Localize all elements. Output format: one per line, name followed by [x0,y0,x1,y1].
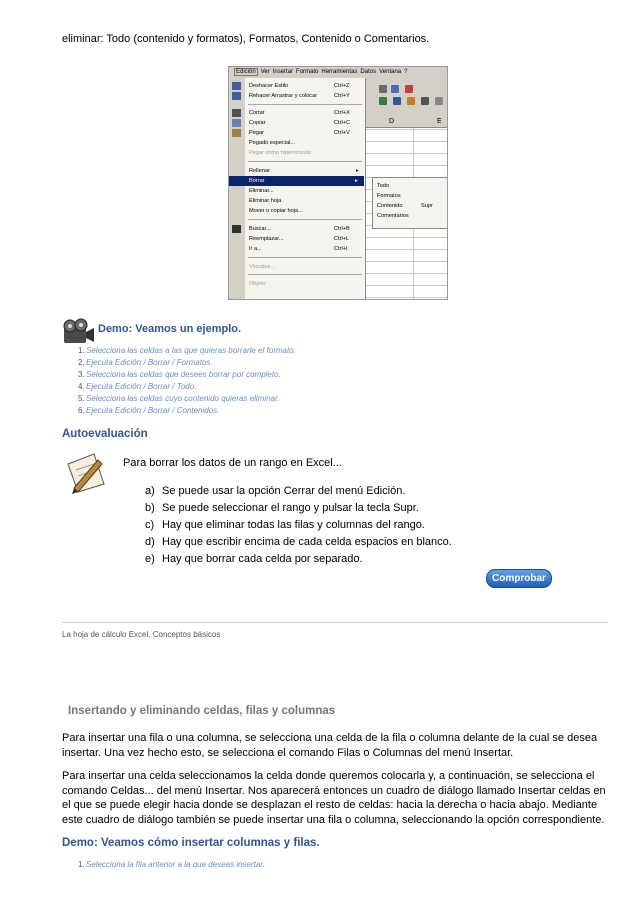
binoculars-icon [232,225,241,233]
arrow-icon [379,85,387,93]
percent-icon [421,97,429,105]
column-d: D [389,118,395,125]
menu-item-pegar[interactable]: Pegar Ctrl+V [249,130,350,136]
paragraph-1-line: insertar. Una vez hecho esto, se selecciona el comando Filas o Columnas del menú Insertar. [62,746,514,759]
copy-icon [232,119,241,127]
paste-icon [232,129,241,137]
column-e: E [437,118,442,125]
demo1-step: 5. Selecciona las celdas cuyo contenido quieras eliminar. [78,394,280,403]
submenu-item-comentarios[interactable]: Comentarios [377,213,409,219]
menu-datos: Datos [360,69,377,75]
menu-item-reemplazar[interactable]: Reemplazar... Ctrl+L [249,236,350,242]
toolbar [375,79,447,107]
question-text: Para borrar los datos de un rango en Excel... [123,457,342,469]
menu-item-ir-a[interactable]: Ir a... Ctrl+I [249,246,348,252]
intro-line: eliminar: Todo (contenido y formatos), Formatos, Contenido o Comentarios. [62,33,430,45]
euro-icon [407,97,415,105]
demo1-step: 1. Selecciona las celdas a las que quieras borrarle el formato. [78,346,296,355]
cut-icon [232,109,241,117]
menu-item-vinculos: Vínculos... [249,264,276,270]
menu-item-rellenar[interactable]: Rellenar ▸ [249,168,359,174]
demo1-step: 4. Ejecuta Edición / Borrar / Todo. [78,382,197,391]
menu-item-mover-copiar-hoja[interactable]: Mover o copiar hoja... [249,208,303,214]
menu-ventana: Ventana [379,69,402,75]
menu-item-buscar[interactable]: Buscar... Ctrl+B [249,226,350,232]
demo1-step: 6. Ejecuta Edición / Borrar / Contenidos. [78,406,220,415]
submenu-item-formatos[interactable]: Formatos [377,193,401,199]
gear-icon [393,97,401,105]
demo2-title[interactable]: Demo: Veamos cómo insertar columnas y filas. [62,837,320,849]
menu-item-deshacer[interactable]: Deshacer Estilo Ctrl+Z [249,83,350,89]
menu-edicion: Edición [236,69,256,75]
menu-herramientas: Herramientas [321,69,358,75]
menu-help: ? [404,69,408,75]
menu-formato: Formato [296,69,319,75]
redo-icon [232,92,241,100]
menu-item-pegado-especial[interactable]: Pegado especial... [249,140,296,146]
column-headers [365,117,447,128]
demo2-step: 1. Selecciona la fila anterior a la que deseas insertar. [78,860,265,869]
pen-paper-icon [64,452,108,494]
submenu-item-todo[interactable]: Todo [377,183,390,189]
paragraph-1-line: Para insertar una fila o una columna, se selecciona una celda de la fila o columna delante de la cual se desea [62,732,598,744]
chart-icon [405,85,413,93]
paragraph-2-line: este cuadro de diálogo también se puede insertar una fila o columna, seleccionando la opción correspondiente. [62,813,605,826]
menu-bar [229,67,447,78]
menu-item-cortar[interactable]: Cortar Ctrl+X [249,110,350,116]
menu-item-eliminar[interactable]: Eliminar... [249,188,274,194]
divider [62,622,608,623]
undo-icon [391,85,399,93]
menu-item-objeto: Objeto [249,281,266,287]
edit-menu [229,78,366,299]
paragraph-2-line: el que se puede elegir hacia donde se desplazan el resto de celdas: hacia la derecha o hacia abajo. Mediante [62,799,598,811]
film-camera-icon [62,318,96,346]
menu-item-pegar-hipervinculo: Pegar como hipervínculo [249,150,311,156]
comprobar-button[interactable]: Comprobar [486,569,552,588]
demo1-title[interactable]: Demo: Veamos un ejemplo. [98,323,242,335]
menu-ver: Ver [260,69,270,75]
demo1-step: 2. Ejecuta Edición / Borrar / Formatos. [78,358,213,367]
undo-icon [232,82,241,90]
menu-item-copiar[interactable]: Copiar Ctrl+C [249,120,351,126]
paragraph-2-line: comando Celdas... del menú Insertar. Nos aparecerá entonces un cuadro de diálogo llamado Insertar celdas en [62,784,606,797]
comma-icon [435,97,443,105]
page-footer: La hoja de cálculo Excel. Conceptos básicos [62,630,221,639]
section-title: Insertando y eliminando celdas, filas y columnas [68,705,336,717]
autoeval-heading: Autoevaluación [62,428,148,440]
menu-item-eliminar-hoja[interactable]: Eliminar hoja [249,198,282,204]
demo1-step: 3. Selecciona las celdas que desees borrar por completo. [78,370,281,379]
paragraph-2-line: Para insertar una celda seleccionamos la celda donde queremos colocarla y, a continuación, se selecciona el [62,770,595,782]
excel-edit-menu-screenshot [228,66,448,300]
menu-item-borrar[interactable]: Borrar ▸ [229,176,364,186]
menu-insertar: Insertar [272,69,294,75]
table-icon [379,97,387,105]
submenu-item-contenido[interactable]: Contenido Supr [377,203,433,209]
borrar-submenu [372,177,448,229]
menu-item-rehacer[interactable]: Rehacer Arrastrar y colocar Ctrl+Y [249,93,350,99]
